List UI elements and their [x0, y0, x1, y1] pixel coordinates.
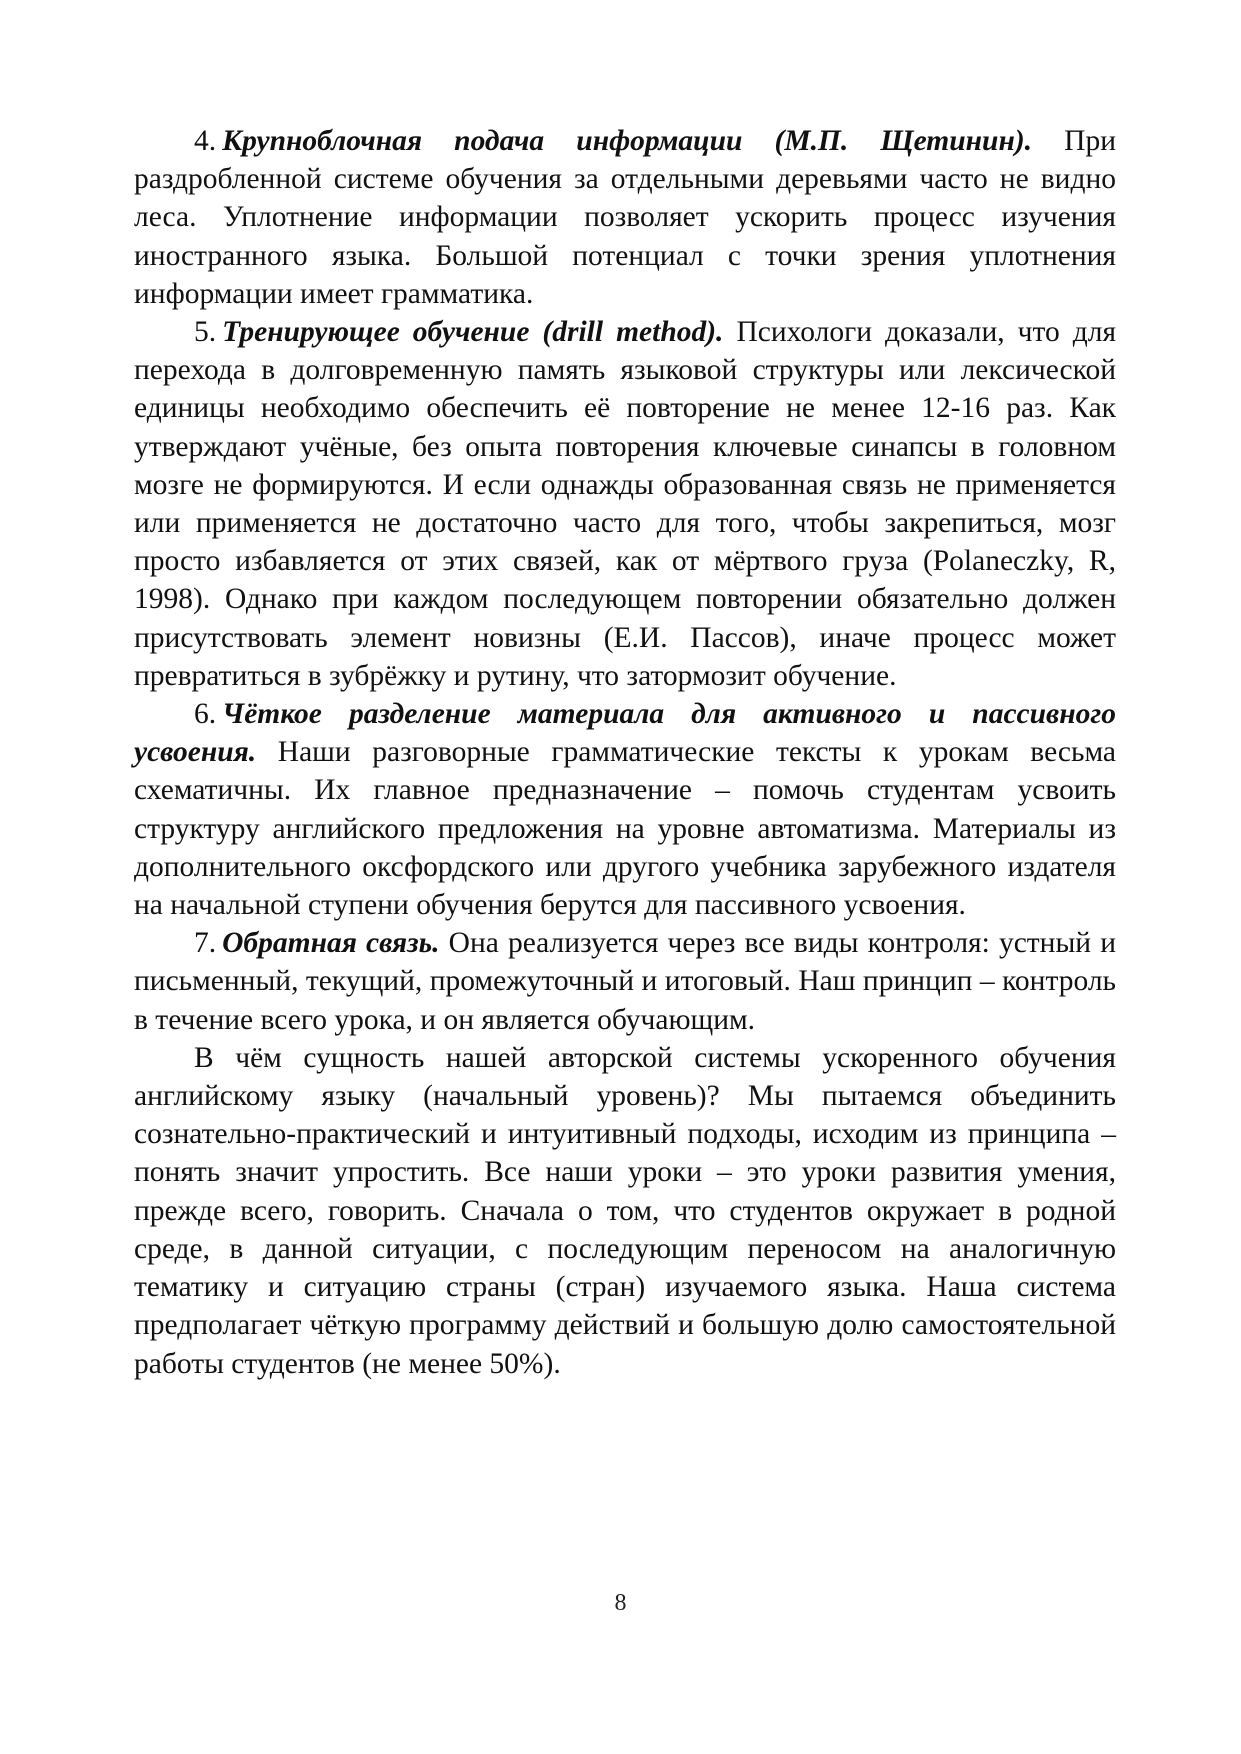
page-number: 8: [614, 1590, 627, 1616]
paragraph-number: 7.: [194, 927, 217, 960]
paragraph-5: [134, 313, 1116, 695]
paragraph-heading: Обратная связь.: [222, 927, 440, 960]
paragraph-number: 5.: [194, 316, 217, 349]
paragraph-number: 4.: [194, 125, 217, 157]
paragraph-heading: Тренирующее обучение (drill method).: [222, 316, 724, 349]
paragraph-4: [134, 122, 1116, 313]
paragraph-number: 6.: [194, 698, 217, 731]
closing-paragraph: В чём сущность нашей авторской системы ускоренного обучения английскому языку (начальный уровень)? Мы пытаемся объединить сознательно-практический и интуитивный подходы, исходим из принципа – понять значит упростить. Все наши уроки – это уроки развития умения, прежде всего, говорить. Сначала о том, что студентов окружает в родной среде, в данной ситуации, с последующим переносом на аналогичную тематику и ситуацию страны (стран) изучаемого языка. Наша система предполагает чёткую программу действий и большую долю самостоятельной работы студентов (не менее 50%).: [134, 1041, 1116, 1380]
paragraph-text: Она реализуется через все виды контроля: устный и письменный, текущий, промежуточный и итоговый. Наш принцип – контроль в течение всего урока, и он является обучающим.: [134, 927, 1116, 1036]
paragraph-heading: Крупноблочная подача информации (М.П. Щетинин).: [222, 125, 1033, 157]
document-body: [134, 122, 1116, 1383]
paragraph-text: Наши разговорные грамматические тексты к урокам весьма схематичны. Их главное предназначение – помочь студентам усвоить структуру английского предложения на уровне автоматизма. Материалы из дополнительного оксфордского или другого учебника зарубежного издателя на начальной ступени обучения берутся для пассивного усвоения.: [134, 736, 1117, 922]
paragraph-text: Психологи доказали, что для перехода в долговременную память языковой структуры или лексической единицы необходимо обеспечить её повторение не менее 12-16 раз. Как утверждают учёные, без опыта повторения ключевые синапсы в головном мозге не формируются. И если однажды образованная связь не применяется или применяется не достаточно часто для того, чтобы закрепиться, мозг просто избавляется от этих связей, как от мёртвого груза (Polaneczky, R, 1998). Однако при каждом последующем повторении обязательно должен присутствовать элемент новизны (Е.И. Пассов), иначе процесс может превратиться в зубрёжку и рутину, что затормозит обучение.: [134, 316, 1117, 692]
paragraph-6: [134, 695, 1116, 924]
paragraph-heading: Чёткое разделение материала для активного и пассивного усвоения.: [134, 698, 1116, 769]
paragraph-7: [134, 924, 1116, 1039]
paragraph-text: При раздробленной системе обучения за отдельными деревьями часто не видно леса. Уплотнение информации позволяет ускорить процесс изучения иностранного языка. Большой потенциал с точки зрения уплотнения информации имеет грамматика.: [134, 125, 1116, 310]
